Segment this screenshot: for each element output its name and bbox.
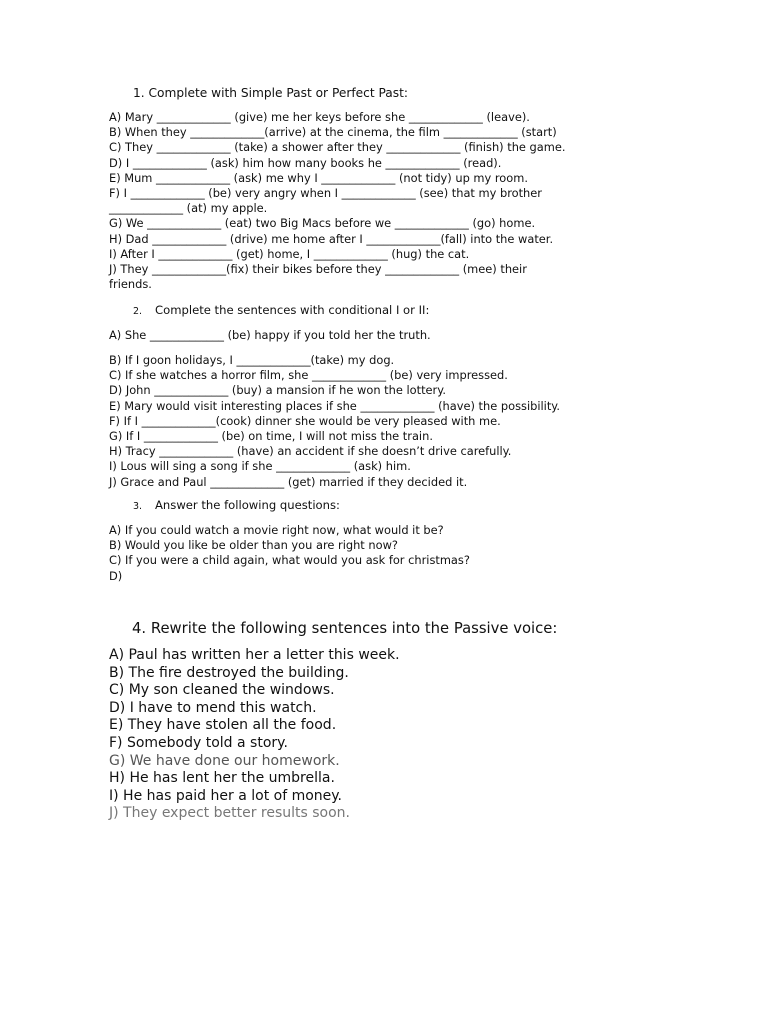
list-item: friends. [109,277,152,292]
list-item: B) If I goon holidays, I _____________(take) my dog. [109,353,395,367]
list-item: H) He has lent her the umbrella. [109,770,335,787]
list-item: A) If you could watch a movie right now, what would it be? [109,523,444,537]
section-2-heading [133,303,429,317]
section-3-number: 3. [133,501,143,512]
list-item: D) I have to mend this watch. [109,699,317,716]
list-item: E) Mary would visit interesting places if she _____________ (have) the possibility. [109,398,561,413]
section-1-heading: 1. Complete with Simple Past or Perfect Past: [133,86,409,100]
list-item: C) If she watches a horror film, she _____________ (be) very impressed. [109,368,508,383]
section-3-list [109,523,689,584]
list-item: I) Lous will sing a song if she _____________ (ask) him. [109,459,411,474]
list-item: _____________ (at) my apple. [109,201,268,216]
list-item: A) Mary _____________ (give) me her keys before she _____________ (leave). [109,110,530,124]
list-item: G) We _____________ (eat) two Big Macs before we _____________ (go) home. [109,216,536,231]
list-item: A) Paul has written her a letter this week. [109,647,400,663]
list-item: F) I _____________ (be) very angry when I _____________ (see) that my brother [109,186,542,201]
section-1-list [109,110,689,292]
list-item: I) He has paid her a lot of money. [109,787,343,804]
list-item: J) Grace and Paul _____________ (get) married if they decided it. [109,474,468,489]
list-item: E) Mum _____________ (ask) me why I _____________ (not tidy) up my room. [109,170,528,185]
list-item: H) Tracy _____________ (have) an accident if she doesn’t drive carefully. [109,444,512,459]
list-item: G) If I _____________ (be) on time, I will not miss the train. [109,429,433,444]
list-item: C) If you were a child again, what would you ask for christmas? [109,553,470,568]
list-item: D) [109,568,123,583]
list-item: F) Somebody told a story. [109,734,288,751]
list-item: C) My son cleaned the windows. [109,682,335,699]
section-3-title: Answer the following questions: [155,498,340,512]
list-item: J) They expect better results soon. [109,805,351,822]
section-2-title: Complete the sentences with conditional I or II: [155,303,430,317]
list-item: B) When they _____________(arrive) at the cinema, the film _____________ (start) [109,125,557,140]
list-item: D) John _____________ (buy) a mansion if he won the lottery. [109,383,446,398]
list-item: E) They have stolen all the food. [109,717,337,734]
section-2-number: 2. [133,306,143,317]
list-item: G) We have done our homework. [109,752,340,769]
list-item: I) After I _____________ (get) home, I _____________ (hug) the cat. [109,246,470,261]
list-item: D) I _____________ (ask) him how many books he _____________ (read). [109,155,502,170]
section-2-first [109,328,689,343]
section-3-heading [133,498,340,512]
section-4-list [109,647,709,823]
list-item: J) They _____________(fix) their bikes before they _____________ (mee) their [109,262,527,277]
list-item: A) She _____________ (be) happy if you told her the truth. [109,328,431,342]
list-item: B) The fire destroyed the building. [109,664,349,681]
list-item: H) Dad _____________ (drive) me home after I _____________(fall) into the water. [109,231,554,246]
list-item: C) They _____________ (take) a shower after they _____________ (finish) the game. [109,140,566,155]
list-item: B) Would you like be older than you are right now? [109,538,398,553]
section-4-heading: 4. Rewrite the following sentences into the Passive voice: [132,620,558,637]
list-item: F) If I _____________(cook) dinner she would be very pleased with me. [109,413,501,428]
section-2-list [109,353,689,490]
